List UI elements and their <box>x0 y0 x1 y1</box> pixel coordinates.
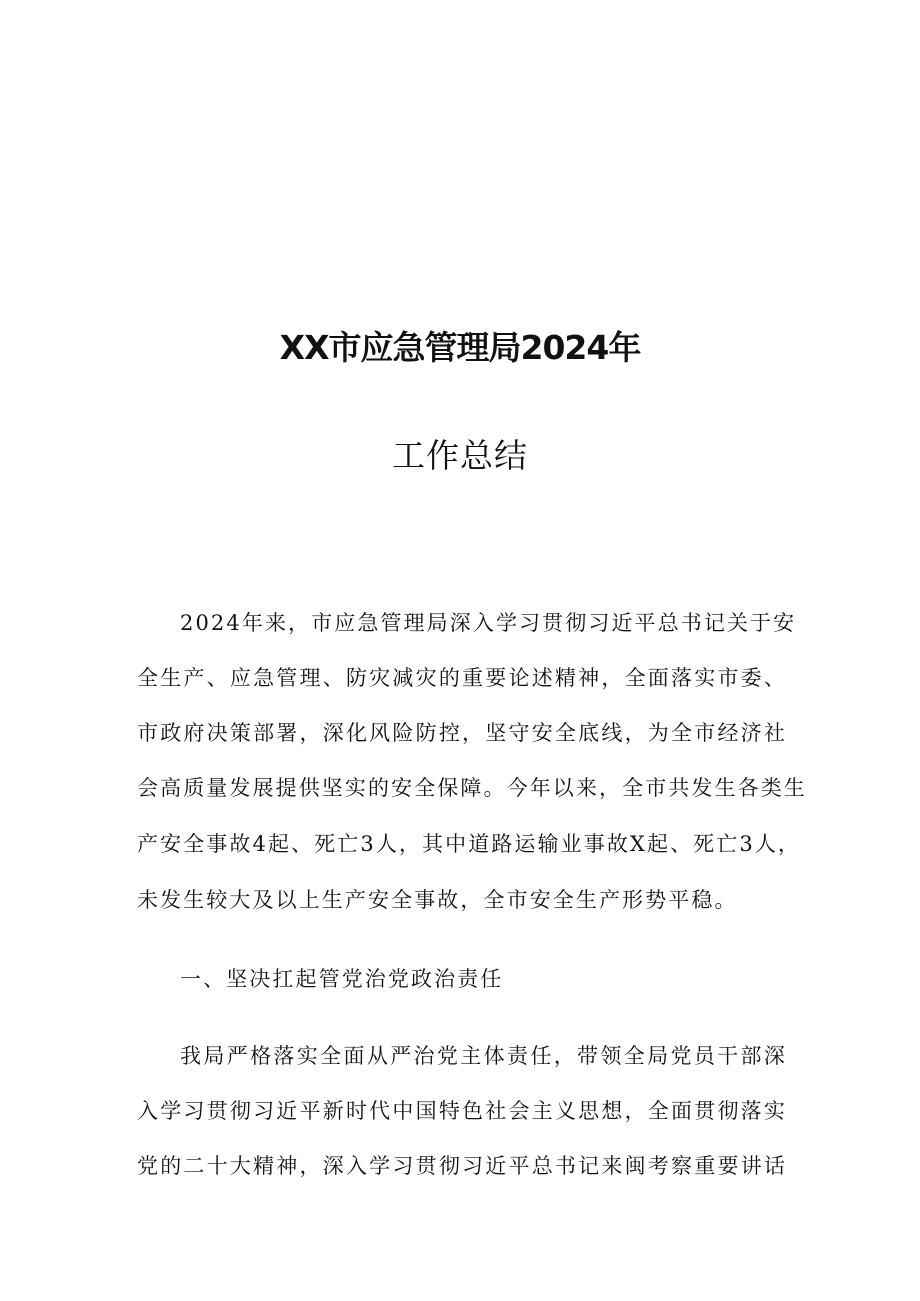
document-title-line-2: 工作总结 <box>392 436 528 475</box>
paragraph-1-line-1: 2024年来，市应急管理局深入学习贯彻习近平总书记关于安 <box>180 611 797 635</box>
paragraph-1-line-6: 未发生较大及以上生产安全事故，全市安全生产形势平稳。 <box>137 888 738 912</box>
paragraph-1-line-3: 市政府决策部署，深化风险防控，坚守安全底线，为全市经济社 <box>137 721 787 745</box>
paragraph-2-line-2: 入学习贯彻习近平新时代中国特色社会主义思想，全面贯彻落实 <box>137 1099 787 1123</box>
paragraph-1-line-2: 全生产、应急管理、防灾减灾的重要论述精神，全面落实市委、 <box>137 666 787 690</box>
section-heading-1: 一、坚决扛起管党治党政治责任 <box>180 967 504 991</box>
paragraph-2-line-1: 我局严格落实全面从严治党主体责任，带领全局党员干部深 <box>180 1044 787 1068</box>
paragraph-1-line-5: 产安全事故4起、死亡3人，其中道路运输业事故X起、死亡3人， <box>137 832 802 856</box>
paragraph-2-line-3: 党的二十大精神，深入学习贯彻习近平总书记来闽考察重要讲话 <box>137 1154 787 1178</box>
paragraph-1-line-4: 会高质量发展提供坚实的安全保障。今年以来，全市共发生各类生 <box>137 776 807 800</box>
document-title-line-1: XX市应急管理局2024年 <box>279 328 641 367</box>
